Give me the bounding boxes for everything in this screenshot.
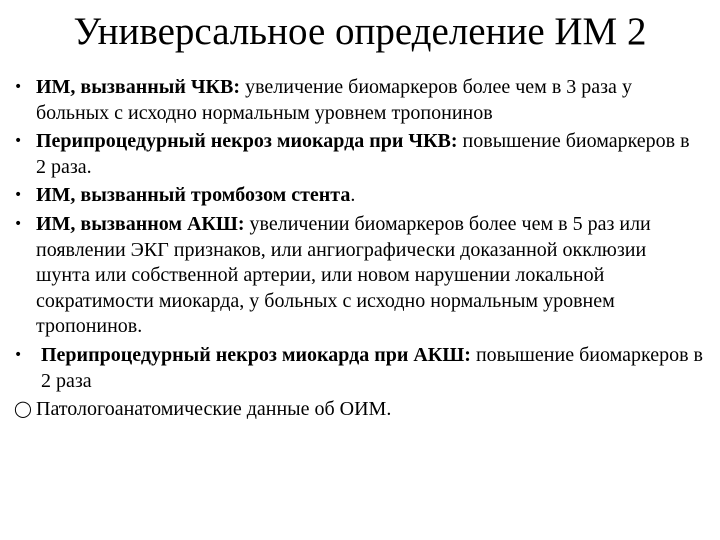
bullet-circle-icon: ◯ xyxy=(14,399,32,419)
bullet-text: увеличении биомаркеров более чем в 5 раз или появлении ЭКГ признаков, или ангиографически доказанной окклюзии шунта или собственной артерии, или новом нарушении локальной сократимости миокарда, у больных с исходно нормальным уровнем тропонинов. xyxy=(36,212,651,338)
bullet-item-3 xyxy=(14,183,704,209)
bullet-bold-text: ИМ, вызванный тромбозом стента xyxy=(36,184,351,207)
bullet-dot-icon: • xyxy=(14,215,23,232)
bullet-bold-text: ИМ, вызванный ЧКВ: xyxy=(36,76,241,98)
bullet-text: повышение биомаркеров в 2 раза. xyxy=(36,130,690,178)
bullet-item-6 xyxy=(14,397,704,423)
bullet-bold-text: Перипроцедурный некроз миокарда при АКШ: xyxy=(41,343,471,366)
bullet-text: Патологоанатомические данные об ОИМ. xyxy=(36,398,392,421)
bullet-dot-icon: • xyxy=(14,79,23,95)
bullet-list xyxy=(14,75,704,426)
bullet-item-5 xyxy=(14,343,704,394)
bullet-dot-icon: • xyxy=(14,346,23,363)
bullet-text: увеличение биомаркеров более чем в 3 раза у больных с исходно нормальным уровнем тропонинов xyxy=(36,76,632,124)
bullet-item-2 xyxy=(14,129,704,180)
bullet-item-1 xyxy=(14,75,704,126)
bullet-item-4 xyxy=(14,212,704,340)
bullet-text: повышение биомаркеров в 2 раза xyxy=(41,343,703,392)
bullet-bold-text: ИМ, вызванном АКШ: xyxy=(36,212,245,235)
slide-title: Универсальное определение ИМ 2 xyxy=(73,10,647,53)
bullet-dot-icon: • xyxy=(14,187,23,204)
bullet-text: . xyxy=(350,184,356,207)
bullet-dot-icon: • xyxy=(14,133,23,150)
bullet-bold-text: Перипроцедурный некроз миокарда при ЧКВ: xyxy=(36,130,458,153)
